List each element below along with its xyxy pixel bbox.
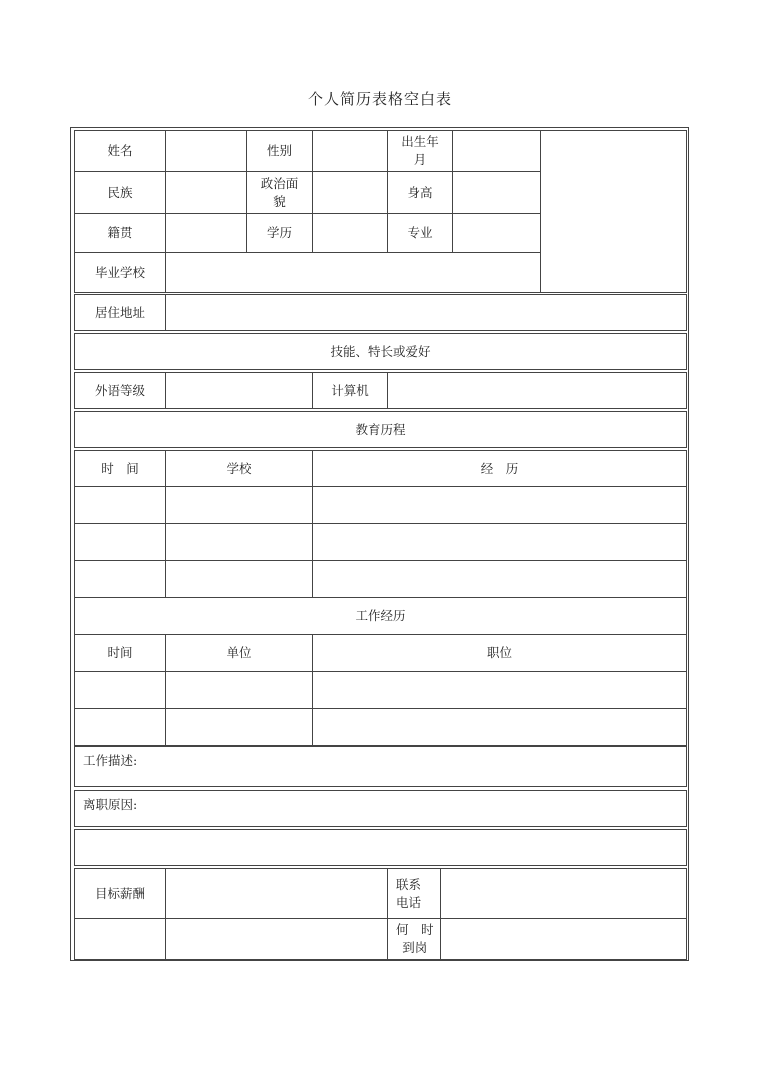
edu-row-1-school[interactable]: [165, 486, 313, 524]
photo-box[interactable]: [540, 130, 687, 293]
label-address: 居住地址: [74, 294, 166, 331]
education-field[interactable]: [312, 213, 388, 253]
work-col-position: 职位: [312, 634, 687, 672]
label-name: 姓名: [74, 130, 166, 172]
label-birth-date: 出生年 月: [387, 130, 453, 172]
skills-header: 技能、特长或爱好: [74, 333, 687, 370]
target-salary-field[interactable]: [165, 868, 388, 919]
label-gender: 性别: [246, 130, 313, 172]
label-work-description: 工作描述:: [83, 753, 138, 768]
work-row-1-time[interactable]: [74, 671, 166, 709]
name-field[interactable]: [165, 130, 247, 172]
edu-col-school: 学校: [165, 450, 313, 487]
native-place-field[interactable]: [165, 213, 247, 253]
address-field[interactable]: [165, 294, 687, 331]
start-date-field[interactable]: [440, 918, 687, 960]
edu-row-1-time[interactable]: [74, 486, 166, 524]
label-height: 身高: [387, 171, 453, 214]
page-title: 个人简历表格空白表: [307, 90, 452, 108]
label-leave-reason: 离职原因:: [83, 797, 138, 812]
education-history-header: 教育历程: [74, 411, 687, 448]
work-col-unit: 单位: [165, 634, 313, 672]
height-field[interactable]: [452, 171, 541, 214]
phone-field[interactable]: [440, 868, 687, 919]
work-history-header: 工作经历: [74, 597, 687, 635]
edu-row-2-time[interactable]: [74, 523, 166, 561]
computer-field[interactable]: [387, 372, 687, 409]
work-row-2-time[interactable]: [74, 708, 166, 746]
edu-row-3-experience[interactable]: [312, 560, 687, 598]
label-target-salary: 目标薪酬: [74, 868, 166, 919]
bottom-middle-blank-field[interactable]: [165, 918, 388, 960]
work-row-1-unit[interactable]: [165, 671, 313, 709]
school-field[interactable]: [165, 252, 541, 293]
label-political-status: 政治面 貌: [246, 171, 313, 214]
birth-date-field[interactable]: [452, 130, 541, 172]
edu-col-time: 时 间: [74, 450, 166, 487]
label-language-level: 外语等级: [74, 372, 166, 409]
major-field[interactable]: [452, 213, 541, 253]
language-level-field[interactable]: [165, 372, 313, 409]
gender-field[interactable]: [312, 130, 388, 172]
edu-row-1-experience[interactable]: [312, 486, 687, 524]
work-row-2-position[interactable]: [312, 708, 687, 746]
work-description-field[interactable]: [74, 746, 687, 787]
political-status-field[interactable]: [312, 171, 388, 214]
leave-reason-field[interactable]: [74, 790, 687, 827]
label-start-date: 何 时 到岗: [387, 918, 441, 960]
label-ethnicity: 民族: [74, 171, 166, 214]
label-phone: 联系 电话: [387, 868, 441, 919]
work-row-2-unit[interactable]: [165, 708, 313, 746]
label-education: 学历: [246, 213, 313, 253]
ethnicity-field[interactable]: [165, 171, 247, 214]
label-computer: 计算机: [312, 372, 388, 409]
blank-row-field[interactable]: [74, 829, 687, 866]
edu-row-2-school[interactable]: [165, 523, 313, 561]
edu-row-3-school[interactable]: [165, 560, 313, 598]
work-col-time: 时间: [74, 634, 166, 672]
work-row-1-position[interactable]: [312, 671, 687, 709]
bottom-left-blank-field[interactable]: [74, 918, 166, 960]
label-native-place: 籍贯: [74, 213, 166, 253]
edu-col-experience: 经 历: [312, 450, 687, 487]
label-major: 专业: [387, 213, 453, 253]
edu-row-2-experience[interactable]: [312, 523, 687, 561]
edu-row-3-time[interactable]: [74, 560, 166, 598]
label-school: 毕业学校: [74, 252, 166, 293]
